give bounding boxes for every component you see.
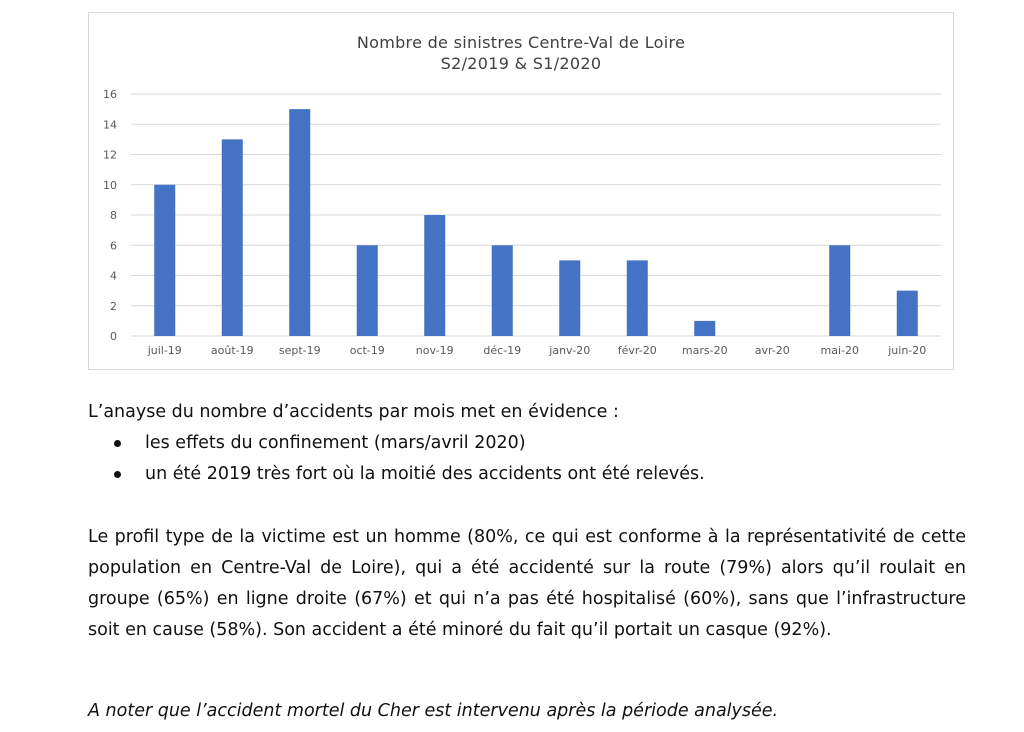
bar-mars-20 <box>694 321 715 336</box>
bar-févr-20 <box>627 260 648 336</box>
bar-janv-20 <box>559 260 580 336</box>
x-tick-label: oct-19 <box>349 344 385 357</box>
y-tick-label: 6 <box>110 239 117 253</box>
x-tick-label: août-19 <box>210 344 254 357</box>
note-paragraph: A noter que l’accident mortel du Cher est intervenu après la période analysée. <box>88 701 779 721</box>
y-tick-label: 10 <box>103 178 117 192</box>
findings-list <box>112 428 705 490</box>
bullet-icon <box>114 440 121 447</box>
victim-profile-paragraph: Le profil type de la victime est un homme (80%, ce qui est conforme à la représentativité de cette population en Centre-Val de Loire), qui a été accidenté sur la route (79%) alors qu’il roulait en groupe (65%) en ligne droite (67%) et qui n’a pas été hospitalisé (60%), sans que l’infrastructure soit en cause (58%). Son accident a été minoré du fait qu’il portait un casque (92%). <box>88 527 966 640</box>
bar-août-19 <box>222 139 243 336</box>
bar-sept-19 <box>289 109 310 336</box>
bar-juin-20 <box>897 291 918 336</box>
bar-juil-19 <box>154 185 175 336</box>
bar-mai-20 <box>829 245 850 336</box>
x-tick-label: juil-19 <box>147 344 182 357</box>
y-tick-label: 16 <box>103 88 117 101</box>
y-tick-label: 2 <box>110 299 117 313</box>
y-tick-label: 14 <box>103 118 117 132</box>
chart-title: Nombre de sinistres Centre-Val de Loire <box>356 33 686 52</box>
bar-déc-19 <box>492 245 513 336</box>
list-item-text: un été 2019 très fort où la moitié des accidents ont été relevés. <box>145 464 705 484</box>
x-tick-label: sept-19 <box>278 344 321 357</box>
bar-chart <box>89 13 955 371</box>
y-tick-label: 0 <box>110 330 117 343</box>
x-tick-label: nov-19 <box>415 344 454 357</box>
x-tick-label: janv-20 <box>549 344 591 357</box>
x-tick-label: mars-20 <box>681 344 728 357</box>
list-item <box>112 428 705 459</box>
list-item-text: les effets du confinement (mars/avril 2020) <box>145 433 526 453</box>
bar-nov-19 <box>424 215 445 336</box>
x-tick-label: déc-19 <box>483 344 522 357</box>
list-item <box>112 459 705 490</box>
x-tick-label: févr-20 <box>617 344 657 357</box>
bullet-icon <box>114 471 121 478</box>
x-tick-label: juin-20 <box>888 344 927 357</box>
y-tick-label: 12 <box>103 148 117 162</box>
y-tick-label: 4 <box>110 269 117 283</box>
bar-oct-19 <box>357 245 378 336</box>
y-tick-label: 8 <box>110 209 117 222</box>
x-tick-label: mai-20 <box>820 344 859 357</box>
chart-container <box>88 12 954 370</box>
chart-subtitle: S2/2019 & S1/2020 <box>440 54 602 73</box>
intro-paragraph: L’anayse du nombre d’accidents par mois met en évidence : <box>88 402 619 422</box>
x-tick-label: avr-20 <box>754 344 790 357</box>
